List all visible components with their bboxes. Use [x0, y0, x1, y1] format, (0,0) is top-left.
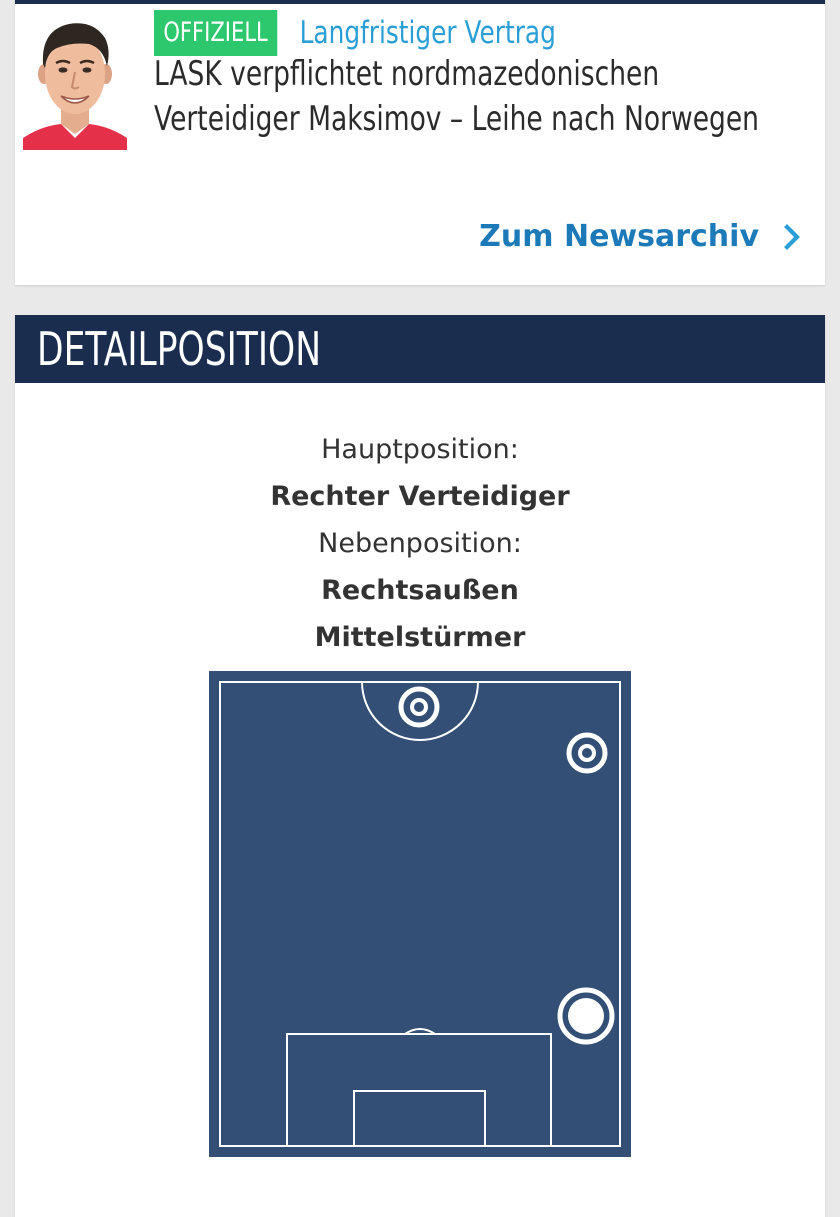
chevron-right-icon — [783, 224, 801, 250]
news-category-link[interactable]: Langfristiger Vertrag — [299, 15, 556, 51]
marker-mittelstuermer — [401, 689, 437, 725]
position-pitch — [209, 671, 631, 1157]
official-badge: OFFIZIELL — [154, 10, 277, 56]
news-archive-label: Zum Newsarchiv — [479, 219, 759, 254]
secondary-position-label: Nebenposition: — [318, 528, 522, 559]
secondary-position-value: Rechtsaußen — [321, 575, 519, 606]
main-position-label: Hauptposition: — [321, 434, 519, 465]
news-headline[interactable] — [154, 52, 801, 142]
news-tags — [154, 10, 622, 56]
section-title: DETAILPOSITION — [37, 322, 322, 376]
marker-rechter-verteidiger — [560, 990, 612, 1042]
main-position-value: Rechter Verteidiger — [270, 481, 570, 512]
news-archive-link[interactable] — [479, 214, 801, 260]
news-headline-line: LASK verpflichtet nordmazedonischen — [154, 54, 660, 94]
marker-rechtsaussen — [569, 735, 605, 771]
pitch-goal-box — [354, 1091, 485, 1146]
news-card — [15, 0, 825, 285]
detail-position-card — [15, 315, 825, 1217]
player-photo-icon[interactable] — [23, 12, 127, 150]
detail-position-header — [15, 315, 825, 383]
secondary-position-value: Mittelstürmer — [314, 622, 526, 653]
positions-list — [15, 383, 825, 661]
news-headline-line: Verteidiger Maksimov – Leihe nach Norwegen — [154, 99, 759, 139]
pitch-outline — [220, 682, 620, 1146]
